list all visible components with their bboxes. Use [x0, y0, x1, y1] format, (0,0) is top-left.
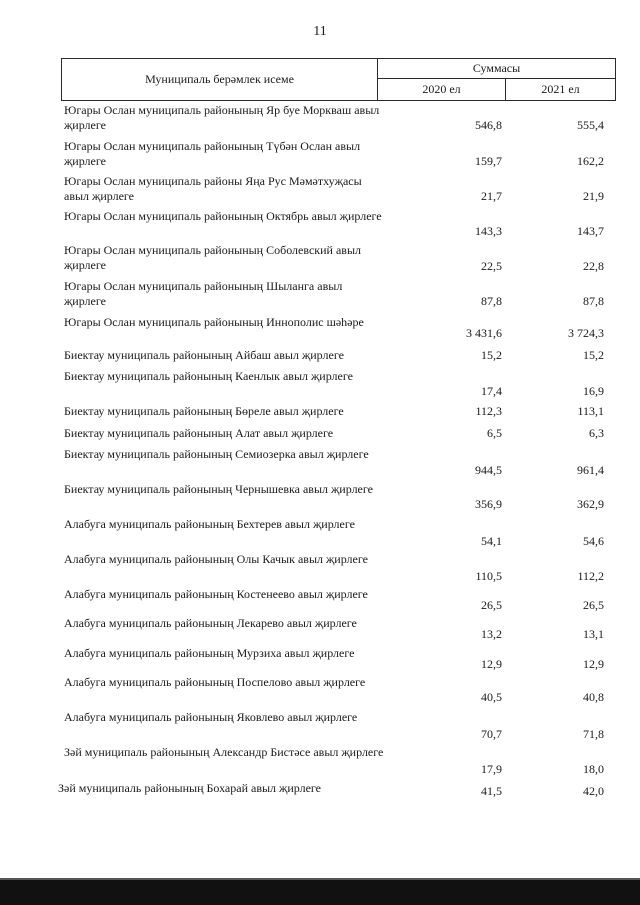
value-2020: 6,5	[487, 426, 502, 440]
municipality-name: Алабуга муниципаль районының Бехтерев авыл җирлеге	[64, 517, 355, 531]
municipality-name: Югары Ослан муниципаль районының Яр буе Моркваш авыл җирлеге	[64, 103, 380, 132]
value-2020: 26,5	[481, 598, 502, 612]
municipality-name: Алабуга муниципаль районының Яковлево авыл җирлеге	[64, 710, 358, 724]
value-2020: 15,2	[481, 348, 502, 362]
value-2020: 110,5	[475, 569, 502, 583]
municipality-name: Югары Ослан муниципаль районының Түбән Ослан авыл җирлеге	[64, 139, 361, 168]
column-header-2020: 2020 ел	[378, 79, 506, 100]
municipality-name: Югары Ослан муниципаль районының Соболевский авыл җирлеге	[64, 243, 362, 272]
value-2021: 143,7	[577, 224, 604, 238]
value-2020: 944,5	[475, 463, 502, 477]
value-2020: 17,9	[481, 762, 502, 776]
value-2021: 16,9	[583, 384, 604, 398]
municipality-name: Зәй муниципаль районының Бохарай авыл җирлеге	[58, 781, 322, 795]
table-header	[61, 58, 616, 101]
value-2020: 143,3	[475, 224, 502, 238]
municipality-name: Алабуга муниципаль районының Олы Качык авыл җирлеге	[64, 552, 368, 566]
value-2021: 21,9	[583, 189, 604, 203]
value-2021: 42,0	[583, 784, 604, 798]
municipality-name: Биектау муниципаль районының Чернышевка авыл җирлеге	[64, 482, 373, 496]
column-header-sum: Суммасы	[378, 59, 615, 79]
column-header-name: Муниципаль берәмлек исеме	[62, 59, 378, 100]
value-2021: 15,2	[583, 348, 604, 362]
municipality-name: Югары Ослан муниципаль районының Шыланга авыл җирлеге	[64, 279, 343, 308]
municipality-name: Алабуга муниципаль районының Костенеево авыл җирлеге	[64, 587, 368, 601]
value-2020: 17,4	[481, 384, 502, 398]
value-2020: 356,9	[475, 497, 502, 511]
value-2021: 12,9	[583, 657, 604, 671]
value-2020: 70,7	[481, 727, 502, 741]
value-2021: 555,4	[577, 118, 604, 132]
value-2020: 41,5	[481, 784, 502, 798]
value-2020: 546,8	[475, 118, 502, 132]
value-2021: 6,3	[589, 426, 604, 440]
municipality-name: Югары Ослан муниципаль районының Иннополис шәһәре	[64, 315, 364, 329]
value-2021: 26,5	[583, 598, 604, 612]
value-2020: 87,8	[481, 294, 502, 308]
municipality-name: Югары Ослан муниципаль районының Октябрь авыл җирлеге	[64, 209, 382, 223]
municipality-name: Алабуга муниципаль районының Поспелово авыл җирлеге	[64, 675, 366, 689]
value-2021: 113,1	[577, 404, 604, 418]
scan-border	[0, 880, 640, 905]
value-2020: 112,3	[475, 404, 502, 418]
municipality-name: Алабуга муниципаль районының Мурзиха авыл җирлеге	[64, 646, 355, 660]
municipality-name: Биектау муниципаль районының Семиозерка авыл җирлеге	[64, 447, 369, 461]
value-2020: 3 431,6	[466, 326, 502, 340]
value-2021: 362,9	[577, 497, 604, 511]
value-2020: 54,1	[481, 534, 502, 548]
value-2020: 12,9	[481, 657, 502, 671]
value-2020: 159,7	[475, 154, 502, 168]
page-number: 11	[313, 24, 327, 39]
value-2021: 162,2	[577, 154, 604, 168]
value-2020: 13,2	[481, 627, 502, 641]
value-2020: 40,5	[481, 690, 502, 704]
value-2021: 112,2	[577, 569, 604, 583]
column-header-2021: 2021 ел	[541, 82, 580, 96]
value-2020: 21,7	[481, 189, 502, 203]
municipality-name: Биектау муниципаль районының Каенлык авыл җирлеге	[64, 369, 353, 383]
value-2021: 22,8	[583, 259, 604, 273]
municipality-name: Югары Ослан муниципаль районы Яңа Рус Мәмәтхуҗасы авыл җирлеге	[64, 174, 362, 203]
value-2021: 961,4	[577, 463, 604, 477]
municipality-name: Зәй муниципаль районының Александр Бистәсе авыл җирлеге	[64, 745, 384, 759]
municipality-name: Биектау муниципаль районының Айбаш авыл җирлеге	[64, 348, 344, 362]
value-2021: 87,8	[583, 294, 604, 308]
value-2021: 54,6	[583, 534, 604, 548]
municipality-name: Биектау муниципаль районының Алат авыл җирлеге	[64, 426, 334, 440]
municipality-name: Биектау муниципаль районының Бөреле авыл җирлеге	[64, 404, 344, 418]
value-2021: 40,8	[583, 690, 604, 704]
value-2021: 3 724,3	[568, 326, 604, 340]
value-2021: 71,8	[583, 727, 604, 741]
value-2021: 18,0	[583, 762, 604, 776]
value-2020: 22,5	[481, 259, 502, 273]
municipality-name: Алабуга муниципаль районының Лекарево авыл җирлеге	[64, 616, 357, 630]
value-2021: 13,1	[583, 627, 604, 641]
